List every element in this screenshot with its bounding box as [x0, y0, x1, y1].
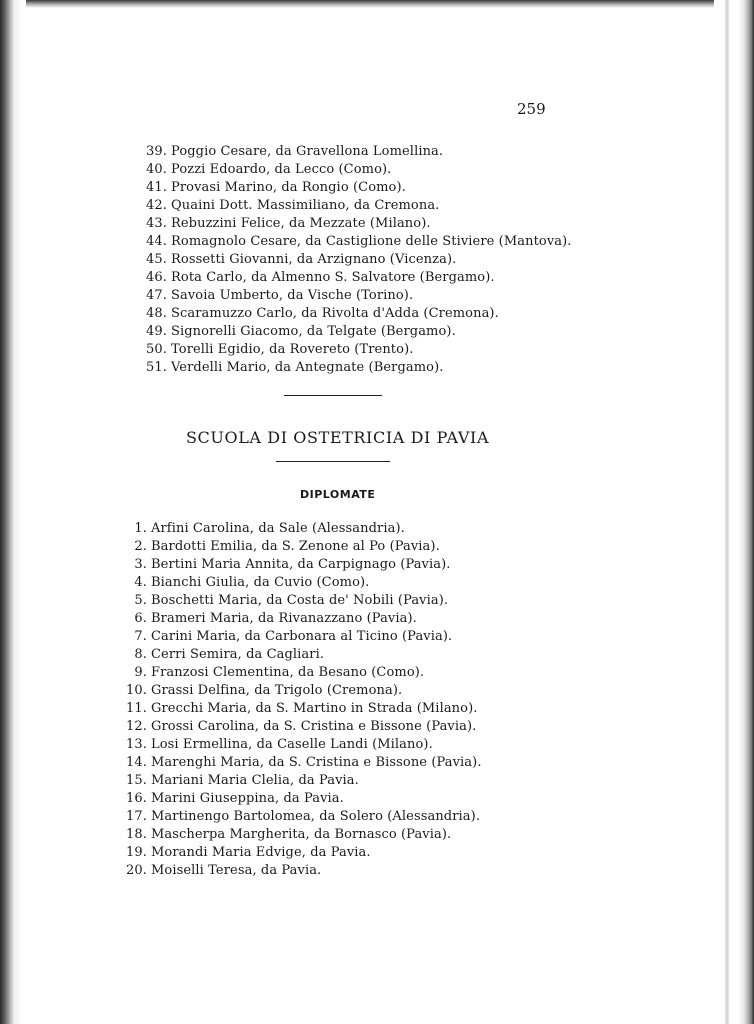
- scan-edge-left: [0, 0, 26, 1024]
- list-item-text: Grossi Carolina, da S. Cristina e Bissone (Pavia).: [151, 719, 477, 734]
- list-item: [118, 646, 482, 664]
- list-item-text: Quaini Dott. Massimiliano, da Cremona.: [171, 198, 440, 213]
- list-item-text: Carini Maria, da Carbonara al Ticino (Pavia).: [151, 629, 453, 644]
- list-item-number: 1.: [134, 521, 147, 536]
- list-item-text: Poggio Cesare, da Gravellona Lomellina.: [171, 144, 444, 159]
- list-item-number: 50.: [146, 342, 167, 357]
- list-item-text: Provasi Marino, da Rongio (Como).: [171, 180, 406, 195]
- list-item-number: 6.: [134, 611, 147, 626]
- list-item: [118, 538, 482, 556]
- list-item: [118, 682, 482, 700]
- list-item-text: Franzosi Clementina, da Besano (Como).: [151, 665, 425, 680]
- list-item: [118, 664, 482, 682]
- list-item-text: Marenghi Maria, da S. Cristina e Bissone (Pavia).: [151, 755, 482, 770]
- list-item-text: Mariani Maria Clelia, da Pavia.: [151, 773, 359, 788]
- list-item-text: Romagnolo Cesare, da Castiglione delle Stiviere (Mantova).: [171, 234, 572, 249]
- list-item-number: 10.: [126, 683, 147, 698]
- list-item-text: Rossetti Giovanni, da Arzignano (Vicenza).: [171, 252, 457, 267]
- list-item-number: 39.: [146, 144, 167, 159]
- list-item-text: Grassi Delfina, da Trigolo (Cremona).: [151, 683, 403, 698]
- section-divider-bottom: [276, 461, 390, 462]
- list-item-text: Scaramuzzo Carlo, da Rivolta d'Adda (Cremona).: [171, 306, 499, 321]
- list-item: [118, 772, 482, 790]
- list-item-number: 41.: [146, 180, 167, 195]
- list-item-text: Bertini Maria Annita, da Carpignago (Pavia).: [151, 557, 451, 572]
- list-item-number: 44.: [146, 234, 167, 249]
- list-item-text: Boschetti Maria, da Costa de' Nobili (Pavia).: [151, 593, 449, 608]
- list-item-number: 43.: [146, 216, 167, 231]
- list-item: [138, 233, 572, 251]
- list-item: [118, 790, 482, 808]
- list-item-number: 20.: [126, 863, 147, 878]
- list-item-number: 3.: [134, 557, 147, 572]
- list-item: [138, 323, 572, 341]
- list-item-text: Signorelli Giacomo, da Telgate (Bergamo).: [171, 324, 456, 339]
- list-item: [118, 592, 482, 610]
- list-item: [118, 808, 482, 826]
- list-item: [118, 556, 482, 574]
- list-item: [118, 844, 482, 862]
- list-item-number: 40.: [146, 162, 167, 177]
- list-item-text: Rebuzzini Felice, da Mezzate (Milano).: [171, 216, 431, 231]
- list-item-text: Cerri Semira, da Cagliari.: [151, 647, 325, 662]
- list-item-text: Torelli Egidio, da Rovereto (Trento).: [171, 342, 414, 357]
- diplomate-list: [118, 520, 482, 880]
- scan-edge-top: [0, 0, 754, 8]
- list-item-text: Rota Carlo, da Almenno S. Salvatore (Bergamo).: [171, 270, 495, 285]
- list-item-number: 14.: [126, 755, 147, 770]
- list-item: [138, 179, 572, 197]
- list-item: [118, 610, 482, 628]
- list-item: [138, 251, 572, 269]
- list-item: [138, 305, 572, 323]
- list-item-text: Losi Ermellina, da Caselle Landi (Milano).: [151, 737, 433, 752]
- list-item: [138, 197, 572, 215]
- list-item-number: 19.: [126, 845, 147, 860]
- list-item: [118, 718, 482, 736]
- list-item-text: Mascherpa Margherita, da Bornasco (Pavia).: [151, 827, 452, 842]
- list-item-number: 2.: [134, 539, 147, 554]
- section-title: SCUOLA DI OSTETRICIA DI PAVIA: [186, 428, 490, 447]
- scan-edge-right: [714, 0, 754, 1024]
- list-item: [118, 574, 482, 592]
- list-item: [138, 287, 572, 305]
- list-item-number: 45.: [146, 252, 167, 267]
- list-item-text: Savoia Umberto, da Vische (Torino).: [171, 288, 414, 303]
- list-item: [118, 862, 482, 880]
- list-item-number: 8.: [134, 647, 147, 662]
- graduate-list-continued: [138, 143, 572, 377]
- list-item-number: 4.: [134, 575, 147, 590]
- list-item-number: 16.: [126, 791, 147, 806]
- list-item: [138, 341, 572, 359]
- list-item: [138, 215, 572, 233]
- list-item: [138, 143, 572, 161]
- list-item-number: 51.: [146, 360, 167, 375]
- list-item-number: 5.: [134, 593, 147, 608]
- list-item-number: 48.: [146, 306, 167, 321]
- list-item-text: Martinengo Bartolomea, da Solero (Alessandria).: [151, 809, 481, 824]
- list-item-text: Morandi Maria Edvige, da Pavia.: [151, 845, 371, 860]
- list-item-text: Verdelli Mario, da Antegnate (Bergamo).: [171, 360, 444, 375]
- page-number: 259: [517, 100, 546, 118]
- list-item-number: 18.: [126, 827, 147, 842]
- list-item-number: 11.: [126, 701, 147, 716]
- list-item-number: 9.: [134, 665, 147, 680]
- list-item-number: 12.: [126, 719, 147, 734]
- list-item-text: Grecchi Maria, da S. Martino in Strada (Milano).: [151, 701, 478, 716]
- list-item-number: 47.: [146, 288, 167, 303]
- list-item: [118, 520, 482, 538]
- list-item: [118, 736, 482, 754]
- list-item-number: 15.: [126, 773, 147, 788]
- list-item: [138, 269, 572, 287]
- subheading-diplomate: DIPLOMATE: [300, 488, 376, 501]
- list-item-number: 13.: [126, 737, 147, 752]
- list-item: [118, 700, 482, 718]
- list-item: [118, 628, 482, 646]
- list-item-number: 7.: [134, 629, 147, 644]
- list-item-text: Bianchi Giulia, da Cuvio (Como).: [151, 575, 370, 590]
- list-item: [138, 161, 572, 179]
- list-item-text: Brameri Maria, da Rivanazzano (Pavia).: [151, 611, 417, 626]
- list-item-text: Bardotti Emilia, da S. Zenone al Po (Pavia).: [151, 539, 440, 554]
- list-item-number: 46.: [146, 270, 167, 285]
- list-item: [138, 359, 572, 377]
- list-item-number: 42.: [146, 198, 167, 213]
- list-item-number: 49.: [146, 324, 167, 339]
- list-item-number: 17.: [126, 809, 147, 824]
- list-item: [118, 826, 482, 844]
- list-item-text: Marini Giuseppina, da Pavia.: [151, 791, 344, 806]
- section-divider-top: [284, 395, 382, 396]
- list-item-text: Moiselli Teresa, da Pavia.: [151, 863, 322, 878]
- list-item-text: Arfini Carolina, da Sale (Alessandria).: [151, 521, 405, 536]
- list-item: [118, 754, 482, 772]
- list-item-text: Pozzi Edoardo, da Lecco (Como).: [171, 162, 392, 177]
